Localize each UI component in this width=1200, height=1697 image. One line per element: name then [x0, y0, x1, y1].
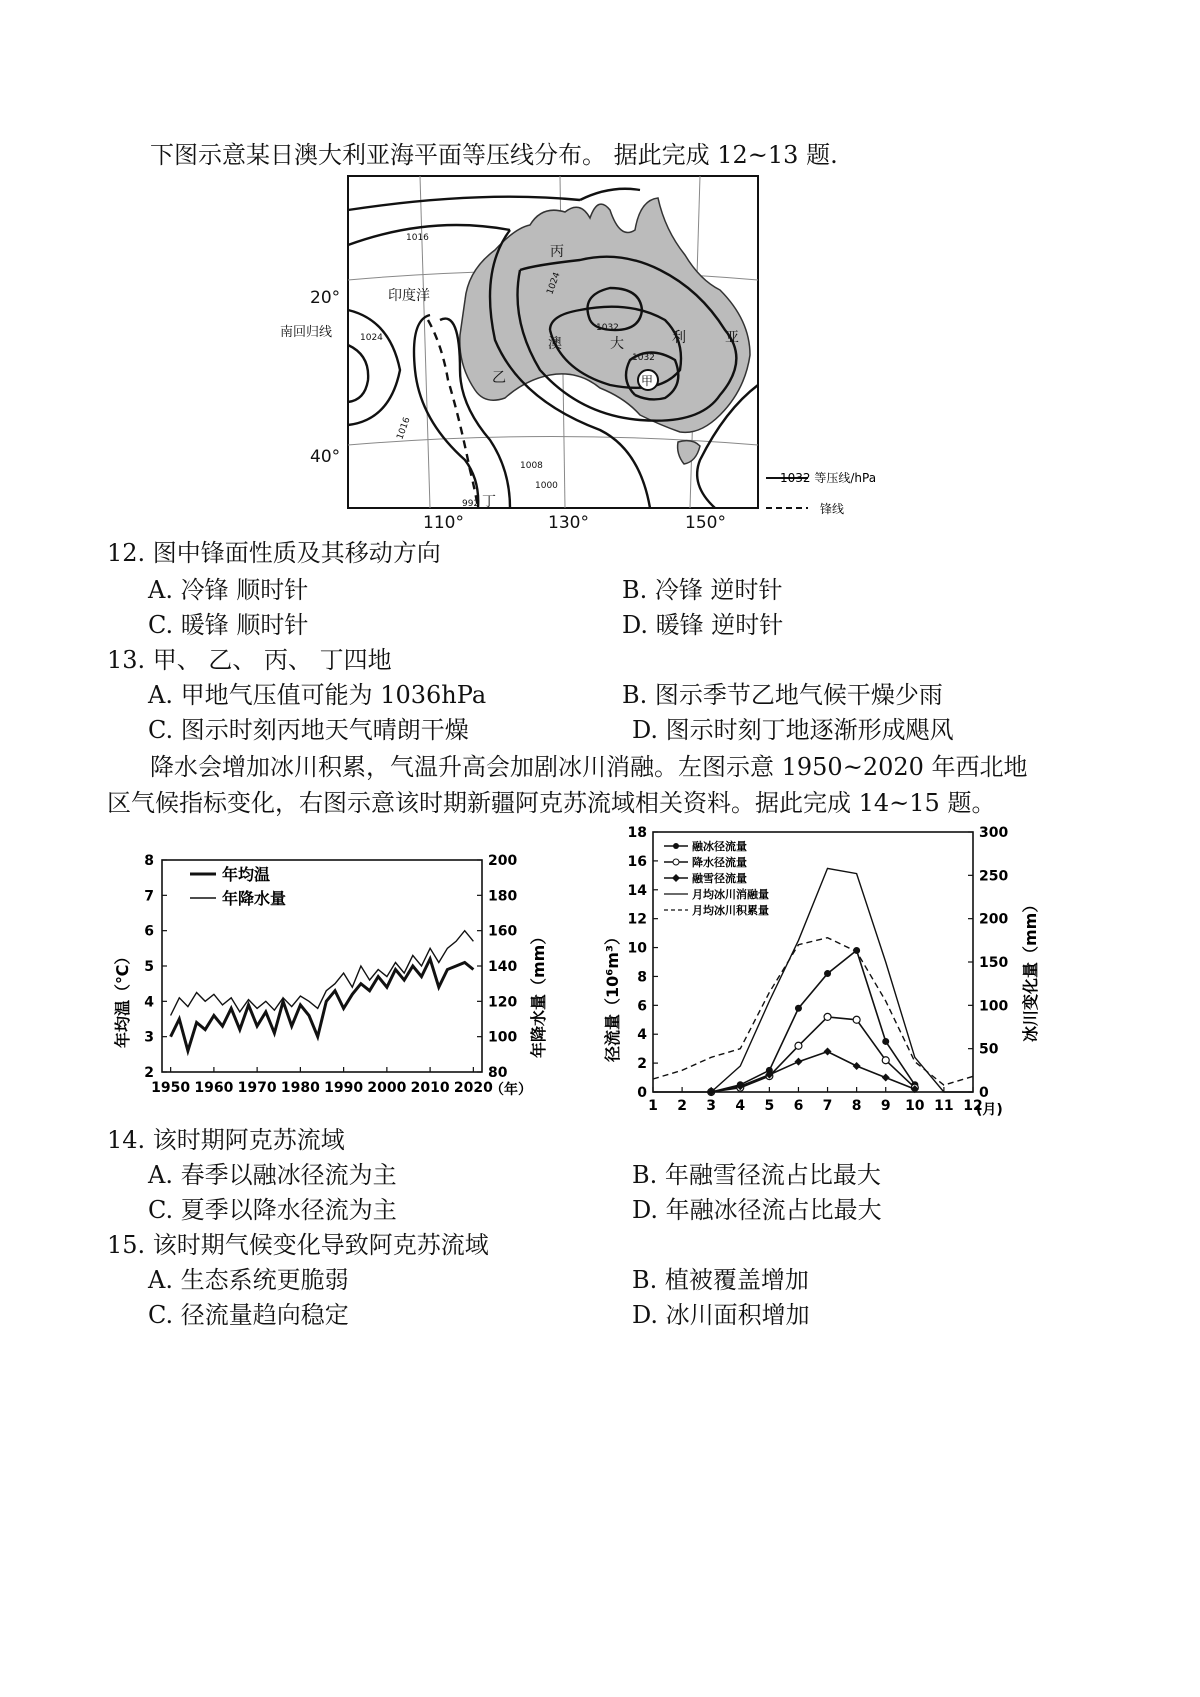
left-y-label-temp: 年均温（℃） — [113, 948, 132, 1048]
q14-option-c[interactable]: C. 夏季以降水径流为主 — [148, 1196, 397, 1224]
q14-option-a[interactable]: A. 春季以融冰径流为主 — [148, 1161, 397, 1189]
isobar-label: 992 — [462, 499, 480, 509]
legend-isobar: 1032 等压线/hPa — [780, 471, 877, 485]
q12-option-a[interactable]: A. 冷锋 顺时针 — [148, 576, 309, 604]
x-tick-label: 1990 — [324, 1080, 364, 1096]
x-tick-label: 1980 — [280, 1080, 320, 1096]
q12-option-d[interactable]: D. 暖锋 逆时针 — [622, 611, 784, 639]
y-left-tick-label: 4 — [144, 994, 154, 1011]
q14-stem: 14. 该时期阿克苏流域 — [107, 1126, 345, 1154]
runoff-chart — [598, 822, 1058, 1122]
y-right-tick-label: 250 — [979, 868, 1009, 885]
right-legend-rain: 降水径流量 — [692, 856, 747, 869]
lat-label-tropic: 南回归线 — [280, 325, 333, 340]
x-tick-label: 2010 — [410, 1080, 450, 1096]
lon-label-150: 150° — [685, 513, 726, 533]
y-right-tick-label: 150 — [979, 955, 1009, 971]
y-left-tick-label: 18 — [627, 825, 647, 841]
series-ice-melt-runoff-line — [711, 950, 915, 1092]
x-tick-label: 2000 — [367, 1080, 407, 1096]
isobar-label: 1024 — [360, 333, 383, 343]
y-right-tick-label: 200 — [979, 911, 1009, 928]
series-precip-line — [171, 931, 474, 1016]
q12-stem: 12. 图中锋面性质及其移动方向 — [107, 539, 441, 567]
x-tick-label: 1 — [648, 1098, 658, 1114]
x-tick-label: 7 — [822, 1098, 833, 1114]
isobar-label: 1032 — [632, 353, 655, 363]
intro-text-1: 下图示意某日澳大利亚海平面等压线分布。 据此完成 12~13 题. — [150, 141, 838, 169]
q15-option-d[interactable]: D. 冰川面积增加 — [632, 1301, 810, 1329]
series-snow-melt-runoff-point — [824, 1048, 832, 1056]
right-y-label-runoff: 径流量（10⁶m³） — [603, 929, 622, 1062]
map-label-da: 大 — [610, 336, 624, 352]
y-right-tick-label: 80 — [488, 1065, 508, 1081]
left-legend-temp: 年均温 — [222, 865, 271, 884]
series-glacier-accum-line — [653, 938, 973, 1085]
x-tick-label: 8 — [851, 1098, 862, 1114]
series-rain-runoff-point — [882, 1057, 889, 1064]
x-tick-label: 2 — [677, 1098, 687, 1114]
series-rain-runoff-point — [795, 1042, 802, 1049]
y-right-tick-label: 100 — [979, 998, 1009, 1015]
x-tick-label: 9 — [880, 1098, 891, 1114]
y-left-tick-label: 0 — [637, 1085, 647, 1101]
y-left-tick-label: 14 — [627, 882, 647, 899]
q12-option-b[interactable]: B. 冷锋 逆时针 — [622, 576, 783, 604]
legend-front: 锋线 — [820, 502, 845, 516]
series-snow-melt-runoff-point — [853, 1062, 861, 1070]
y-left-tick-label: 8 — [144, 853, 154, 869]
isobar-label: 1008 — [520, 461, 543, 471]
series-rain-runoff-line — [711, 1017, 915, 1092]
y-right-tick-label: 120 — [488, 994, 518, 1011]
y-right-tick-label: 200 — [488, 853, 518, 869]
y-right-tick-label: 50 — [979, 1041, 999, 1058]
x-tick-label: 6 — [793, 1098, 804, 1114]
y-right-tick-label: 0 — [979, 1085, 989, 1101]
x-tick-label: 5 — [764, 1098, 775, 1114]
intro-text-3: 区气候指标变化，右图示意该时期新疆阿克苏流域相关资料。据此完成 14~15 题。 — [107, 789, 996, 817]
q13-option-b[interactable]: B. 图示季节乙地气候干燥少雨 — [622, 681, 943, 709]
lat-label-40: 40° — [310, 447, 341, 467]
x-tick-label: 12 — [963, 1098, 983, 1114]
y-right-tick-label: 100 — [488, 1029, 518, 1046]
y-left-tick-label: 4 — [637, 1027, 647, 1044]
isobar-label: 1024 — [545, 271, 563, 297]
map-label-ocean: 印度洋 — [388, 288, 430, 304]
isobar-label: 1016 — [406, 233, 429, 243]
y-right-tick-label: 140 — [488, 959, 518, 975]
x-tick-label: 1970 — [237, 1080, 277, 1096]
y-left-tick-label: 12 — [627, 911, 647, 928]
q13-option-c[interactable]: C. 图示时刻丙地天气晴朗干燥 — [148, 716, 469, 744]
x-tick-label: 2020 — [453, 1080, 493, 1096]
y-left-tick-label: 8 — [637, 969, 647, 986]
q15-option-b[interactable]: B. 植被覆盖增加 — [632, 1266, 809, 1294]
x-tick-label: 1950 — [151, 1080, 191, 1096]
left-chart-frame — [162, 860, 482, 1072]
y-left-tick-label: 6 — [637, 998, 647, 1015]
map-label-ding: 丁 — [482, 494, 496, 510]
right-y-label-glacier: 冰川变化量（mm） — [1021, 896, 1040, 1042]
left-x-unit: （年） — [490, 1082, 532, 1098]
left-legend-precip: 年降水量 — [222, 889, 287, 908]
series-glacier-melt-line — [653, 868, 973, 1092]
x-tick-label: 10 — [905, 1098, 925, 1114]
intro-text-2: 降水会增加冰川积累，气温升高会加剧冰川消融。左图示意 1950~2020 年西北地 — [150, 753, 1028, 781]
right-legend-snow: 融雪径流量 — [692, 872, 747, 885]
lon-label-110: 110° — [423, 513, 464, 533]
y-left-tick-label: 7 — [144, 888, 154, 905]
y-right-tick-label: 180 — [488, 888, 518, 905]
q14-option-b[interactable]: B. 年融雪径流占比最大 — [632, 1161, 881, 1189]
series-ice-melt-runoff-point — [824, 970, 831, 977]
map-label-jia: 甲 — [641, 374, 654, 388]
q15-stem: 15. 该时期气候变化导致阿克苏流域 — [107, 1231, 489, 1259]
isobar-label: 1000 — [535, 481, 558, 491]
map-label-bing: 丙 — [550, 244, 564, 260]
q15-option-c[interactable]: C. 径流量趋向稳定 — [148, 1301, 349, 1329]
isobar-label: 1016 — [395, 416, 413, 442]
series-rain-runoff-point — [853, 1016, 860, 1023]
y-left-tick-label: 16 — [627, 853, 647, 870]
x-tick-label: 1960 — [194, 1080, 234, 1096]
q13-option-d[interactable]: D. 图示时刻丁地逐渐形成飓风 — [632, 716, 954, 744]
q12-option-c[interactable]: C. 暖锋 顺时针 — [148, 611, 309, 639]
y-left-tick-label: 3 — [144, 1029, 154, 1046]
x-tick-label: 11 — [934, 1098, 954, 1114]
series-temp-line — [171, 959, 474, 1051]
right-legend-accum: 月均冰川积累量 — [692, 904, 769, 917]
right-x-unit: (月) — [976, 1102, 1003, 1118]
x-tick-label: 3 — [706, 1098, 717, 1114]
map-label-yi: 乙 — [492, 370, 506, 386]
q13-option-a[interactable]: A. 甲地气压值可能为 1036hPa — [148, 681, 487, 709]
series-snow-melt-runoff-point — [794, 1058, 802, 1066]
y-left-tick-label: 5 — [144, 959, 154, 975]
x-tick-label: 4 — [735, 1098, 746, 1114]
q13-stem: 13. 甲、 乙、 丙、 丁四地 — [107, 646, 392, 674]
series-snow-melt-runoff-point — [882, 1074, 890, 1082]
y-right-tick-label: 300 — [979, 825, 1009, 841]
map-label-ao: 澳 — [548, 336, 562, 352]
series-ice-melt-runoff-point — [795, 1005, 802, 1012]
y-right-tick-label: 160 — [488, 923, 518, 940]
left-y-label-precip: 年降水量（mm） — [529, 928, 548, 1058]
right-legend-ice: 融冰径流量 — [692, 840, 747, 853]
lon-label-130: 130° — [548, 513, 589, 533]
y-left-tick-label: 10 — [627, 940, 647, 957]
map-label-ya: 亚 — [725, 330, 739, 346]
lat-label-20: 20° — [310, 288, 341, 308]
isobar-map — [280, 170, 940, 535]
isobar-label: 1032 — [596, 323, 619, 333]
map-label-li: 利 — [672, 330, 686, 346]
q14-option-d[interactable]: D. 年融冰径流占比最大 — [632, 1196, 882, 1224]
y-left-tick-label: 2 — [637, 1056, 647, 1073]
series-rain-runoff-point — [824, 1013, 831, 1020]
climate-chart — [100, 838, 550, 1098]
q15-option-a[interactable]: A. 生态系统更脆弱 — [148, 1266, 349, 1294]
y-left-tick-label: 6 — [144, 923, 154, 940]
series-ice-melt-runoff-point — [882, 1038, 889, 1045]
right-chart-frame — [653, 832, 973, 1092]
right-legend-melt: 月均冰川消融量 — [692, 888, 769, 901]
y-left-tick-label: 2 — [144, 1065, 154, 1081]
